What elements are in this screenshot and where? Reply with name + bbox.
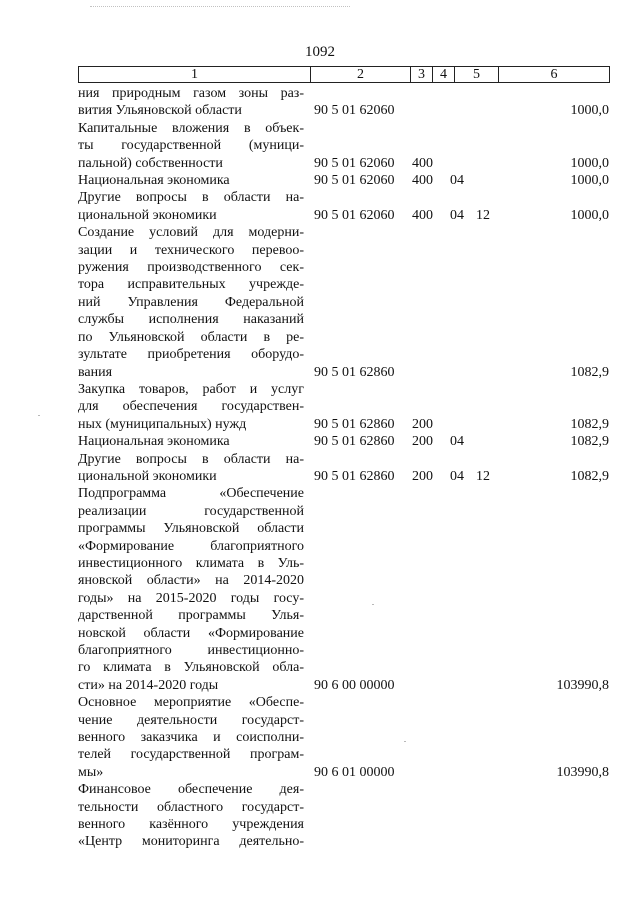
classification-code: 90 5 01 62860: [314, 364, 395, 380]
description-line: телей государственной програм-: [78, 747, 304, 763]
description-line: для обеспечения государствен-: [78, 399, 304, 415]
amount-value: 1000,0: [570, 103, 609, 119]
scan-speck: [404, 741, 406, 742]
row-description: [78, 694, 304, 781]
description-line: новской области «Формирование: [78, 625, 304, 641]
classification-code: 90 6 01 00000: [314, 764, 395, 780]
table-body: [78, 85, 610, 851]
row-values: [314, 207, 610, 224]
description-line: ружения производственного сек-: [78, 260, 304, 276]
classification-code: 90 5 01 62860: [314, 416, 395, 432]
description-line: Другие вопросы в области на-: [78, 190, 304, 206]
description-line: Создание условий для модерни-: [78, 225, 304, 241]
description-line: Основное мероприятие «Обеспе-: [78, 695, 304, 711]
description-line: яновской области» на 2014-2020: [78, 573, 304, 589]
page-number: 1092: [305, 44, 335, 60]
classification-code: 90 5 01 62060: [314, 155, 395, 171]
header-col-2: 2: [310, 67, 410, 82]
classification-code: 90 5 01 62060: [314, 103, 395, 119]
description-line: «Центр мониторинга деятельно-: [78, 834, 304, 850]
description-line: годы» на 2015-2020 годы госу-: [78, 590, 304, 606]
description-line: тора исправительных учрежде-: [78, 277, 304, 293]
description-line: мы»: [78, 764, 104, 780]
description-line: инвестиционного климата в Уль-: [78, 555, 304, 571]
expense-type: 200: [412, 434, 433, 450]
table-row: [78, 224, 610, 381]
description-line: «Формирование благоприятного: [78, 538, 304, 554]
table-row: [78, 189, 610, 224]
row-description: [78, 120, 304, 172]
amount-value: 1082,9: [570, 434, 609, 450]
section-code: 04: [450, 173, 464, 189]
scan-speck: [372, 604, 374, 605]
description-line: го климата в Ульяновской обла-: [78, 660, 304, 676]
table-header-row: [78, 66, 610, 83]
row-description: [78, 381, 304, 433]
header-col-5: 5: [454, 67, 498, 82]
amount-value: 1000,0: [570, 155, 609, 171]
description-line: циональной экономики: [78, 207, 217, 223]
classification-code: 90 5 01 62060: [314, 173, 395, 189]
row-description: [78, 85, 304, 120]
table-row: [78, 694, 610, 781]
row-values: [314, 364, 610, 381]
table-row: [78, 433, 610, 450]
table-row: [78, 120, 610, 172]
subsection-code: 12: [476, 468, 490, 484]
scan-speck: [38, 415, 40, 416]
description-line: циональной экономики: [78, 468, 217, 484]
classification-code: 90 5 01 62860: [314, 468, 395, 484]
row-description: [78, 433, 304, 450]
table-row: [78, 781, 610, 851]
description-line: Капитальные вложения в объек-: [78, 120, 304, 136]
amount-value: 1082,9: [570, 364, 609, 380]
description-line: пальной) собственности: [78, 155, 223, 171]
description-line: Закупка товаров, работ и услуг: [78, 381, 304, 397]
description-line: чение деятельности государст-: [78, 712, 304, 728]
expense-type: 200: [412, 416, 433, 432]
description-line: Национальная экономика: [78, 173, 230, 189]
description-line: вания: [78, 364, 113, 380]
description-line: дарственной программы Улья-: [78, 608, 304, 624]
header-col-1: 1: [191, 67, 198, 82]
row-description: [78, 172, 304, 189]
subsection-code: 12: [476, 207, 490, 223]
row-values: [314, 468, 610, 485]
description-line: программы Ульяновской области: [78, 521, 304, 537]
table-row: [78, 485, 610, 694]
table-row: [78, 451, 610, 486]
description-line: вития Ульяновской области: [78, 103, 242, 119]
row-description: [78, 224, 304, 381]
description-line: службы исполнения наказаний: [78, 312, 304, 328]
row-values: [314, 764, 610, 781]
table-row: [78, 85, 610, 120]
section-code: 04: [450, 434, 464, 450]
description-line: зации и технического перевоо-: [78, 242, 304, 258]
amount-value: 103990,8: [556, 764, 609, 780]
description-line: Подпрограмма «Обеспечение: [78, 486, 304, 502]
description-line: Другие вопросы в области на-: [78, 451, 304, 467]
amount-value: 1000,0: [570, 173, 609, 189]
description-line: венного казённого учреждения: [78, 817, 304, 833]
expense-type: 400: [412, 207, 433, 223]
amount-value: 103990,8: [556, 677, 609, 693]
row-description: [78, 485, 304, 694]
row-values: [314, 833, 610, 850]
description-line: венного заказчика и соисполни-: [78, 730, 304, 746]
row-description: [78, 781, 304, 851]
description-line: Финансовое обеспечение дея-: [78, 782, 304, 798]
scan-artifact: [90, 6, 350, 11]
table-row: [78, 381, 610, 433]
table-row: [78, 172, 610, 189]
description-line: зультате приобретения оборудо-: [78, 347, 304, 363]
expense-type: 400: [412, 173, 433, 189]
classification-code: 90 5 01 62860: [314, 434, 395, 450]
description-line: сти» на 2014-2020 годы: [78, 677, 219, 693]
expense-type: 400: [412, 155, 433, 171]
row-values: [314, 416, 610, 433]
description-line: ных (муниципальных) нужд: [78, 416, 247, 432]
row-values: [314, 172, 610, 189]
row-values: [314, 677, 610, 694]
amount-value: 1082,9: [570, 416, 609, 432]
row-values: [314, 102, 610, 119]
row-values: [314, 433, 610, 450]
description-line: благоприятного инвестиционно-: [78, 643, 304, 658]
description-line: ний Управления Федеральной: [78, 294, 304, 310]
description-line: тельности областного государст-: [78, 799, 304, 815]
classification-code: 90 6 00 00000: [314, 677, 395, 693]
row-description: [78, 189, 304, 224]
header-col-4: 4: [432, 67, 454, 82]
description-line: ния природным газом зоны раз-: [78, 86, 304, 101]
header-col-6: 6: [498, 67, 609, 82]
classification-code: 90 5 01 62060: [314, 207, 395, 223]
description-line: ты государственной (муници-: [78, 138, 304, 154]
description-line: Национальная экономика: [78, 434, 230, 450]
header-col-3: 3: [410, 67, 432, 82]
section-code: 04: [450, 468, 464, 484]
amount-value: 1082,9: [570, 468, 609, 484]
amount-value: 1000,0: [570, 207, 609, 223]
description-line: реализации государственной: [78, 503, 304, 519]
description-line: по Ульяновской области в ре-: [78, 329, 304, 345]
row-description: [78, 451, 304, 486]
expense-type: 200: [412, 468, 433, 484]
row-values: [314, 155, 610, 172]
section-code: 04: [450, 207, 464, 223]
